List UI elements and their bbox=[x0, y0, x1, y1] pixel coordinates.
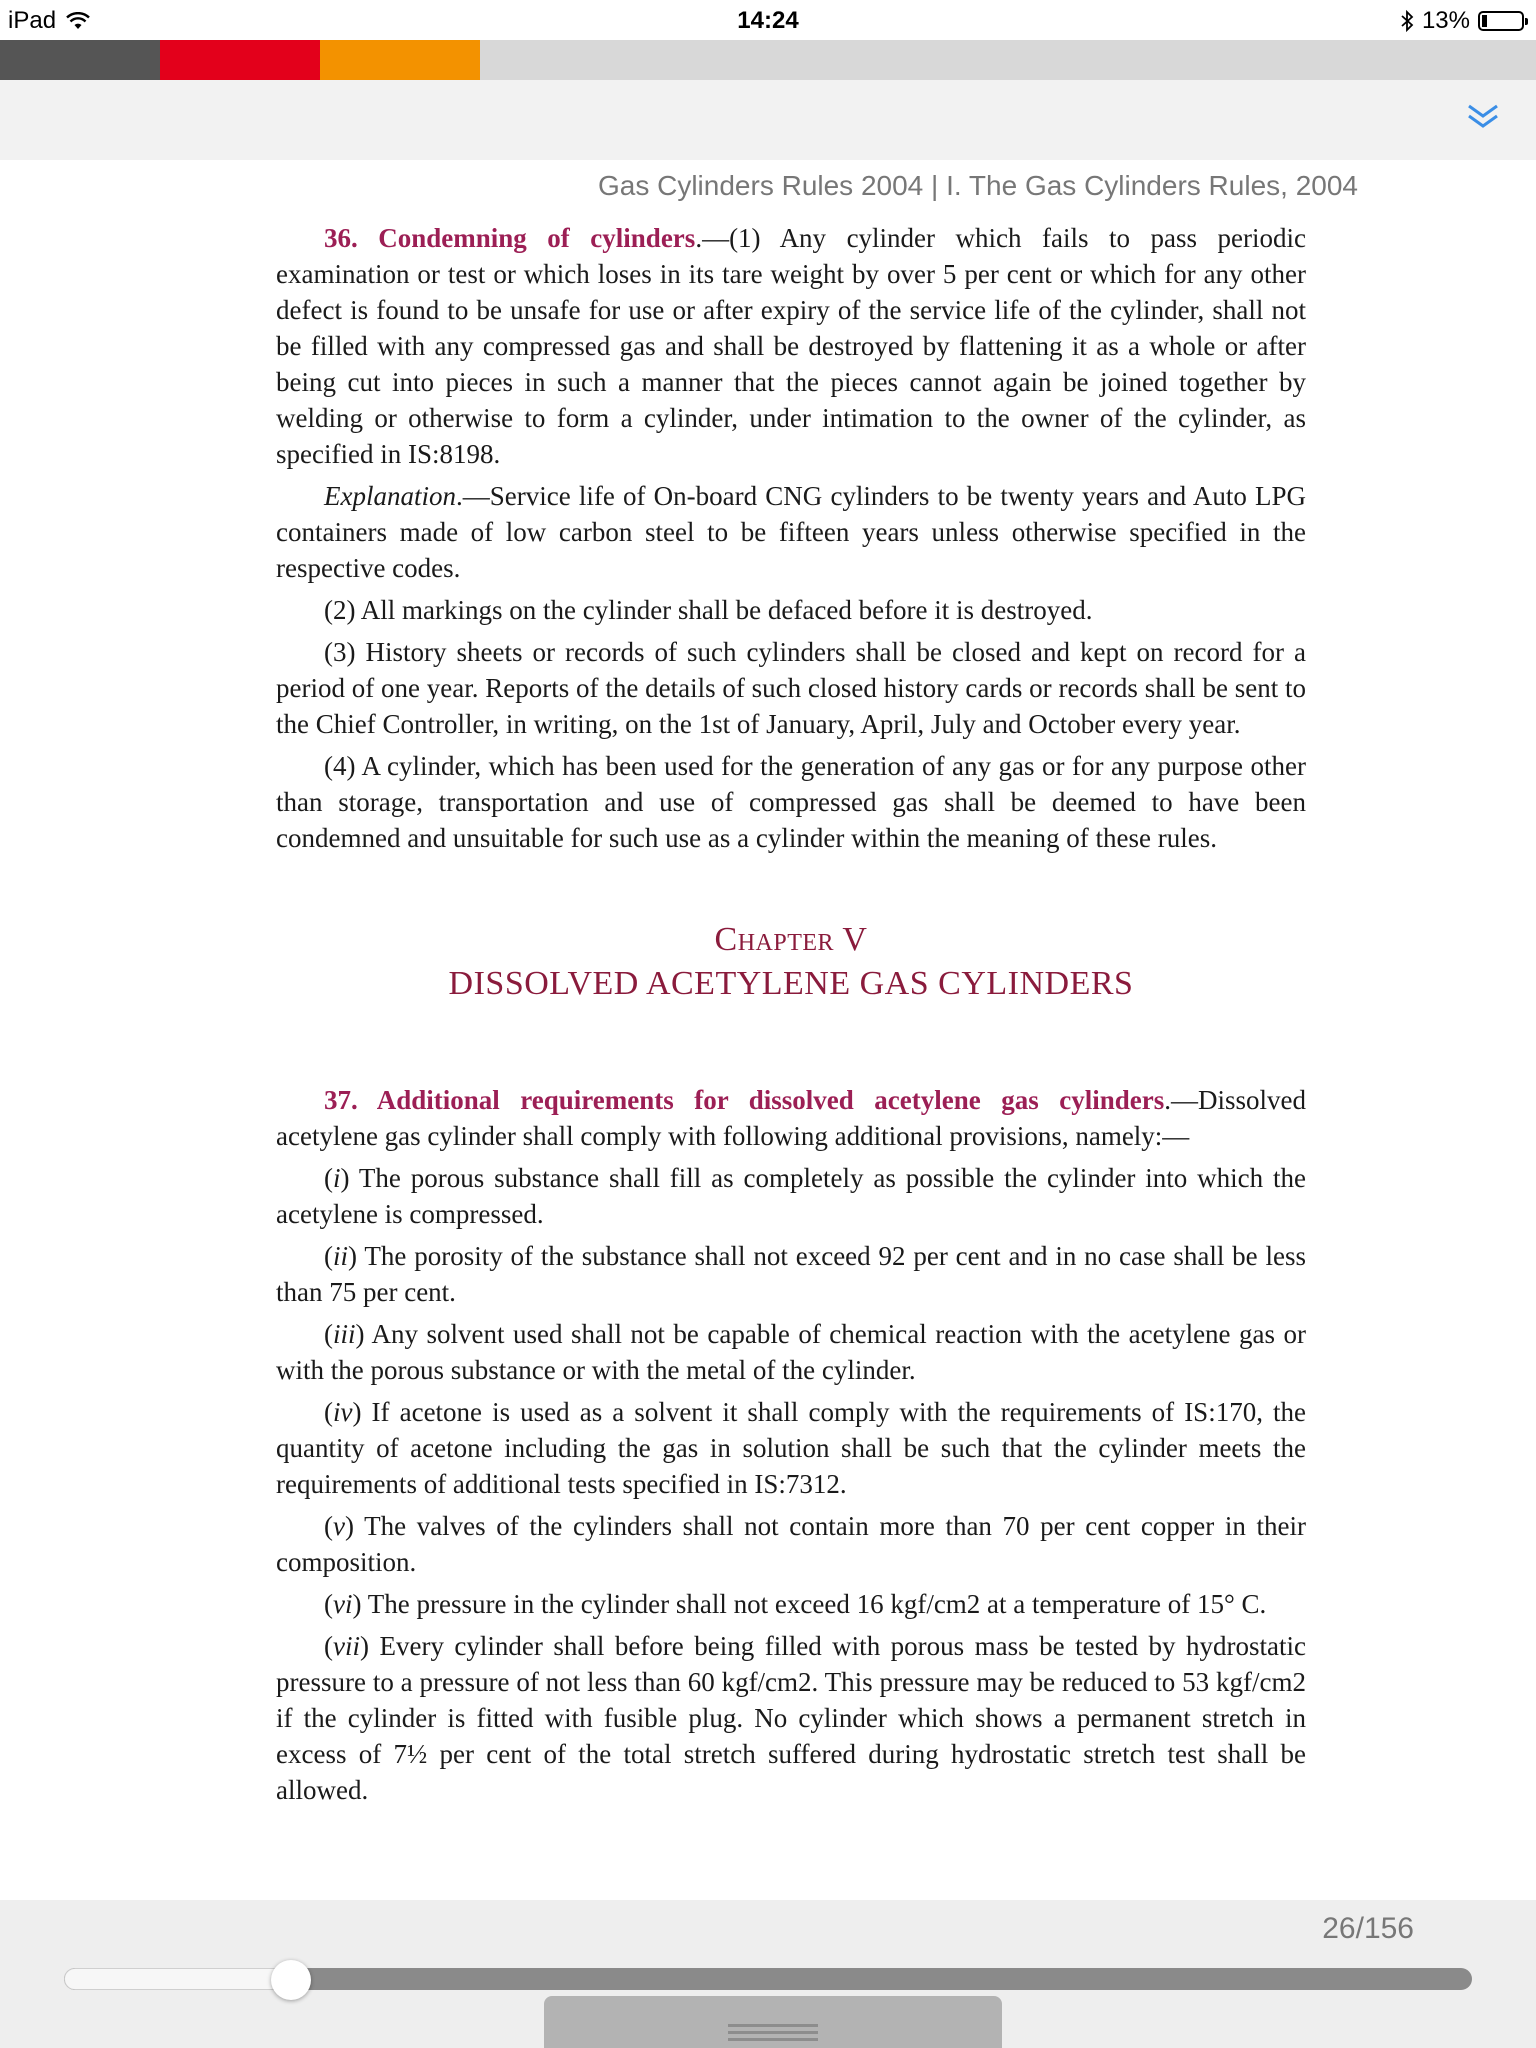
page-slider-progress bbox=[64, 1968, 303, 1990]
clause-item: (v) The valves of the cylinders shall not contain more than 70 per cent copper in their composition. bbox=[276, 1511, 1306, 1577]
clause-text: The pressure in the cylinder shall not exceed 16 kgf/cm2 at a temperature of 15° C. bbox=[361, 1589, 1267, 1619]
paragraph: (4) A cylinder, which has been used for the generation of any gas or for any purpose other than storage, transportation and use of compressed gas shall be deemed to have been condemned and unsuitable for such use as a cylinder within the meaning of these rules. bbox=[276, 751, 1306, 853]
paragraph: (2) All markings on the cylinder shall be defaced before it is destroyed. bbox=[324, 595, 1093, 625]
status-bar bbox=[0, 0, 1536, 40]
clause-text: The porosity of the substance shall not exceed 92 per cent and in no case shall be less than 75 per cent. bbox=[276, 1241, 1306, 1307]
chapter-heading bbox=[276, 918, 1306, 1006]
document-page[interactable] bbox=[0, 160, 1536, 1900]
battery-icon bbox=[1478, 11, 1524, 31]
drawer-handle[interactable] bbox=[544, 1996, 1002, 2048]
clause-number: iii bbox=[333, 1319, 356, 1349]
clause-item: (iv) If acetone is used as a solvent it shall comply with the requirements of IS:170, the quantity of acetone including the gas in solution shall be such that the cylinder meets the requirements of additional tests specified in IS:7312. bbox=[276, 1397, 1306, 1499]
clause-number: vii bbox=[333, 1631, 360, 1661]
clause-text: The porous substance shall fill as completely as possible the cylinder into which the acetylene is compressed. bbox=[276, 1163, 1306, 1229]
page-body bbox=[276, 220, 1306, 1814]
collapse-toolbar-button[interactable] bbox=[1458, 92, 1508, 142]
clause-number: iv bbox=[333, 1397, 353, 1427]
clause-item: (vii) Every cylinder shall before being filled with porous mass be tested by hydrostatic pressure to a pressure of not less than 60 kgf/cm2. This pressure may be reduced to 53 kgf/cm2 if the cylinder is fitted with fusible plug. No cylinder which shows a permanent stretch in excess of 7½ per cent of the total stretch suffered during hydrostatic stretch test shall be allowed. bbox=[276, 1631, 1306, 1805]
clause-number: v bbox=[333, 1511, 345, 1541]
clause-list bbox=[276, 1160, 1306, 1808]
color-tab-orange[interactable] bbox=[320, 40, 480, 80]
double-chevron-down-icon bbox=[1466, 102, 1500, 132]
running-header: Gas Cylinders Rules 2004 | I. The Gas Cylinders Rules, 2004 bbox=[597, 170, 1358, 201]
page-slider-thumb[interactable] bbox=[271, 1960, 311, 2000]
clause-item: (i) The porous substance shall fill as completely as possible the cylinder into which the acetylene is compressed. bbox=[276, 1163, 1306, 1229]
device-name: iPad bbox=[8, 7, 57, 34]
section-heading: 37. Additional requirements for dissolved acetylene gas cylinders bbox=[324, 1085, 1165, 1115]
bottom-bar bbox=[0, 1900, 1536, 2048]
color-tab-gray[interactable] bbox=[0, 40, 160, 80]
paragraph: 36. Condemning of cylinders.—(1) Any cylinder which fails to pass periodic examination or test or which loses in its tare weight by over 5 per cent or which for any other defect is found to be unsafe for use or after expiry of the service life of the cylinder, shall not be filled with any compressed gas and shall be destroyed by flattening it as a whole or after being cut into pieces in such a manner that the pieces cannot again be joined together by welding or otherwise to form a cylinder, under intimation to the owner of the cylinder, as specified in IS:8198. bbox=[276, 223, 1307, 469]
paragraph: 37. Additional requirements for dissolved acetylene gas cylinders.—Dissolved acetylene gas cylinder shall comply with following additional provisions, namely:— bbox=[276, 1085, 1306, 1151]
explanation-paragraph: Explanation.—Service life of On-board CNG cylinders to be twenty years and Auto LPG containers made of low carbon steel to be fifteen years unless otherwise specified in the respective codes. bbox=[276, 481, 1306, 583]
clause-item: (vi) The pressure in the cylinder shall not exceed 16 kgf/cm2 at a temperature of 15° C. bbox=[324, 1589, 1267, 1619]
clause-text: The valves of the cylinders shall not contain more than 70 per cent copper in their composition. bbox=[276, 1511, 1306, 1577]
clause-number: vi bbox=[333, 1589, 353, 1619]
color-tab-red[interactable] bbox=[160, 40, 320, 80]
paragraph: (3) History sheets or records of such cylinders shall be closed and kept on record for a period of one year. Reports of the details of such closed history cards or records shall be sent to the Chief Controller, in writing, on the 1st of January, April, July and October every year. bbox=[276, 637, 1306, 739]
clause-number: ii bbox=[333, 1241, 349, 1271]
chapter-number: Chapter V bbox=[714, 921, 868, 958]
clause-number: i bbox=[333, 1163, 341, 1193]
chapter-title: DISSOLVED ACETYLENE GAS CYLINDERS bbox=[448, 965, 1134, 1002]
grip-icon bbox=[728, 2024, 818, 2045]
clause-text: Every cylinder shall before being filled with porous mass be tested by hydrostatic pressure to a pressure of not less than 60 kgf/cm2. This pressure may be reduced to 53 kgf/cm2 if the cylinder is fitted with fusible plug. No cylinder which shows a permanent stretch in excess of 7½ per cent of the total stretch suffered during hydrostatic stretch test shall be allowed. bbox=[276, 1631, 1306, 1805]
battery-percent: 13% bbox=[1421, 7, 1470, 34]
section-heading: 36. Condemning of cylinders bbox=[324, 223, 696, 253]
clock: 14:24 bbox=[737, 7, 799, 34]
clause-text: Any solvent used shall not be capable of chemical reaction with the acetylene gas or with the porous substance or with the metal of the cylinder. bbox=[276, 1319, 1306, 1385]
toolbar bbox=[0, 80, 1536, 160]
clause-text: If acetone is used as a solvent it shall comply with the requirements of IS:170, the quantity of acetone including the gas in solution shall be such that the cylinder meets the requirements of additional tests specified in IS:7312. bbox=[276, 1397, 1306, 1499]
clause-item: (ii) The porosity of the substance shall not exceed 92 per cent and in no case shall be less than 75 per cent. bbox=[276, 1241, 1306, 1307]
page-indicator: 26/156 bbox=[1322, 1912, 1414, 1945]
color-tab-bar bbox=[0, 40, 1536, 80]
clause-item: (iii) Any solvent used shall not be capable of chemical reaction with the acetylene gas or with the porous substance or with the metal of the cylinder. bbox=[276, 1319, 1306, 1385]
bluetooth-icon bbox=[1400, 9, 1414, 33]
